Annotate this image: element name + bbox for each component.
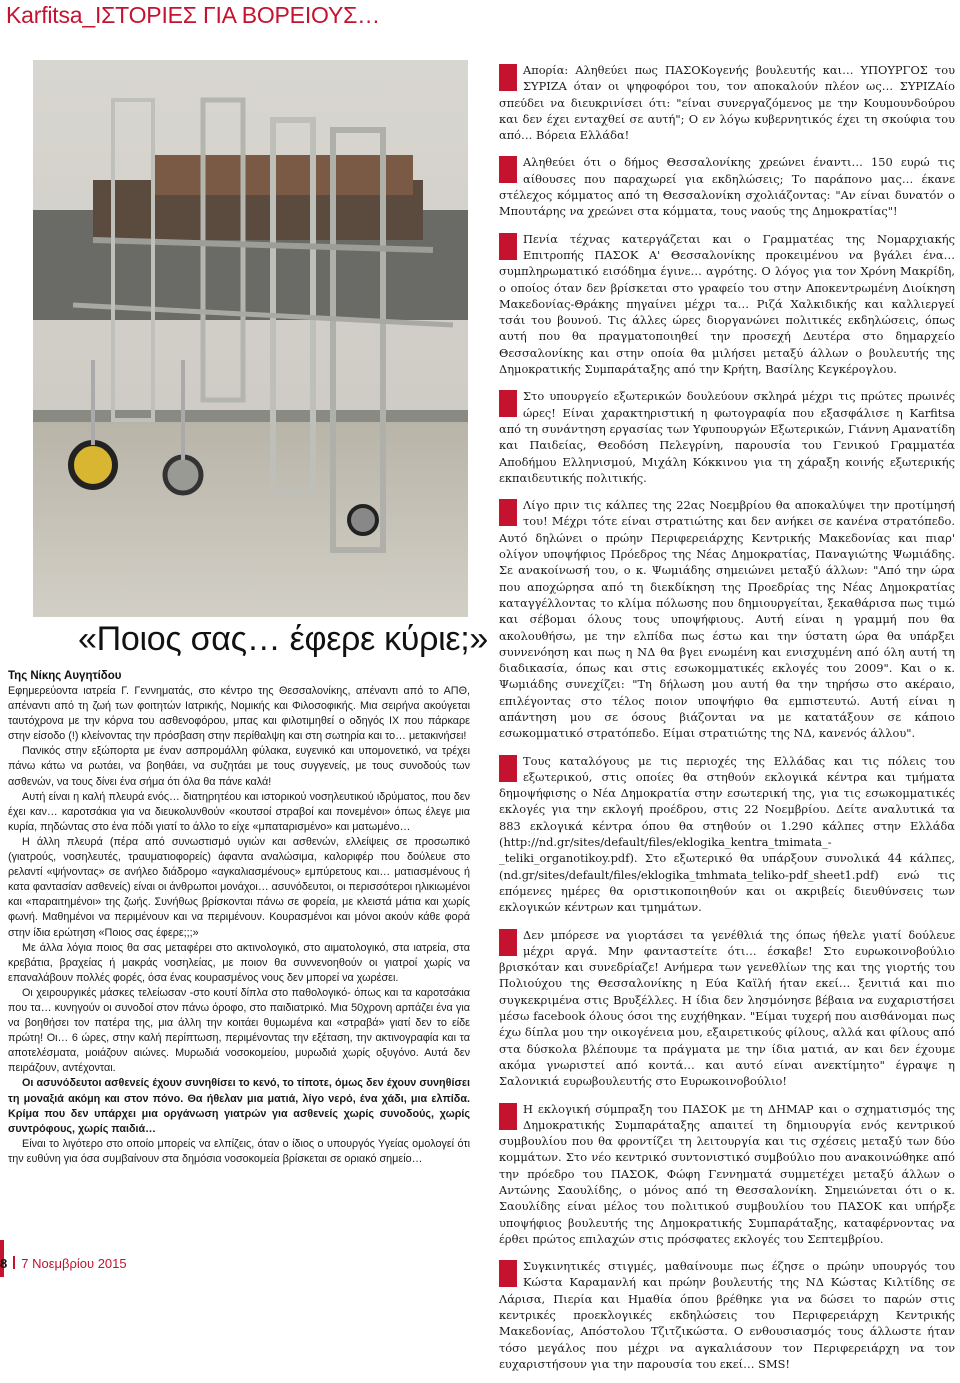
gossip-item (499, 1258, 955, 1372)
red-square-marker (499, 156, 517, 183)
gossip-item (499, 231, 955, 378)
red-square-marker (499, 390, 517, 417)
red-square-marker (499, 233, 517, 260)
gossip-text: Στο υπουργείο εξωτερικών δουλεύουν σκληρά μέχρι τις πρώτες πρωινές ώρες! Είναι χαρακτηριστική η φωτογραφία που εξασφάλισε η Karfitsa από τη συνάντηση εργασίας των Υφυπουργών Εξωτερικών, Γιάννη Αμανατίδη και Παιδείας, Θεοδόση Πελεγρίνη, παρουσία του Γενικού Γραμματέα Αποδήμου Ελληνισμού, Μιχάλη Κόκκινου για τη χάραξη κοινής εξωτερικής εκπαιδευτικής πολιτικής. (499, 389, 955, 485)
gossip-item (499, 497, 955, 741)
red-square-marker (499, 1260, 517, 1287)
red-square-marker (499, 1103, 517, 1130)
red-square-marker (499, 64, 517, 91)
gossip-text: Λίγο πριν τις κάλπες της 22ας Νοεμβρίου θα αποκαλύψει την προτίμησή του! Μέχρι τότε είναι στρατιώτης και δεν ανήκει σε κανένα στρατόπεδο. Αυτό δηλώνει ο πρώην Περιφερειάρχης Κεντρικής Μακεδονίας και πιαρ' ολίγον υποψήφιος Πρόεδρος της Νέας Δημοκρατίας, Παναγιώτης Ψωμιάδης. Σε ανακοίνωσή του, ο κ. Ψωμιάδης σημειώνει μεταξύ άλλων: "Από την ώρα που αποχώρησα από τη διεκδίκηση της Προεδρίας της Νέας Δημοκρατίας καταγγέλλοντας το κλίμα πόλωσης που δημιουργείται, ξεκαθάρισα πως τιμώ και σέβομαι όλους τους υποψήφιους. Αυτή είναι η γραμμή που θα ακολουθήσω, με την ελπίδα πως έστω και την ύστατη ώρα θα υπάρξει συννενόηση και πως η ΝΔ θα βγει ενωμένη και ενισχυμένη από όλη αυτή τη διαδικασία, όπως και στις εσωκομματικές εκλογές του 2009". Και ο κ. Ψωμιάδης συνεχίζει: "Τη δήλωση μου αυτή θα την τηρήσω στο ακέραιο, επιλέγοντας στο τέλος ποιον υποψήφιο θα εμπιστευτώ. Αυτή είναι η απάντηση μου σε όσους βιάζονται να με κατατάξουν σε κάποιο εσωκομματικό στρατόπεδο. Είμαι στρατιώτης της ΝΔ, κανενός άλλου". (499, 498, 955, 741)
article-paragraph: Εφημερεύοντα ιατρεία Γ. Γεννηματάς, στο κέντρο της Θεσσαλονίκης, απέναντι από το ΑΠΘ, απέναντι από τη ζωή των φοιτητών Ιατρικής, Νομικής και Φιλοσοφικής. Μια σειρήνα ακούγεται ταυτόχρονα με την κόρνα του ασθενοφόρου, μπας και φιλοτιμηθεί ο οδηγός ΙΧ που πάρκαρε στην είσοδο (!) κλείνοντας την πρόσβαση στην περίθαλψη και στη σωτηρία και το… μετακινήσει! (8, 685, 470, 743)
red-square-marker (499, 755, 517, 782)
section-header (6, 2, 380, 29)
article-paragraph: Οι χειρουργικές μάσκες τελείωσαν -στο κουτί δίπλα στο παθολογικό- όπως και τα καροτσάκια που τα… κυνηγούν οι συνοδοί στον πάνω όροφο, στο παιδιατρικό. Μια 50χρονη αρπάζει ένα για να βοηθήσει τον πατέρα της, μια άλλη την κοιτάει θυμωμένα και «στραβά» γιατί δεν το είδε πρώτη! Οι… 6 ώρες, στην καλή περίπτωση, περιμένοντας την εξέταση, την ακτινογραφία και τα αποτελέσματα, μοιάζουν αιώνες. Μυρωδιά νοσοκομείου, μυρωδιά χωρίς οξυγόνο. Αυτά δεν πειράζουν, αντέχονται. (8, 986, 470, 1075)
article-paragraph: Πανικός στην εξώπορτα με έναν ασπρομάλλη φύλακα, ευγενικό και υπομονετικό, να τρέχει πάνω κάτω να ρωτάει, να βοηθάει, να συζητάει με τους συγγενείς, με τους συνοδούς των ασθενών, να τους δίνει ένα σήμα ότι όλα θα πάνε καλά! (8, 745, 470, 788)
gossip-item (499, 62, 955, 143)
gossip-text: Δεν μπόρεσε να γιορτάσει τα γενέθλιά της όπως ήθελε γιατί δούλευε μέχρι αργά. Μην φανταστείτε ότι… έσκαβε! Στο ευρωκοινοβούλιο βρισκόταν και συνεδρίαζε! Ανήμερα των γενεθλίων της και της γιορτής του Πολιούχου της Θεσσαλονίκης η Εύα Καϊλή ήταν εκεί… ξενιτιά και πιο συγκεκριμένα στις Βρυξέλλες. Η ίδια δεν λησμόνησε βέβαια να ευχαριστήσει μέσω facebook όλους όσοι της ευχήθηκαν. "Είμαι τυχερή που αισθάνομαι πως έχω δίπλα μου την οικογένεια μου, εξαιρετικούς φίλους, αλλά και φίλους από στα δύσκολα βλέπουμε τα πράγματα με την ίδια ματιά, αν και δεν έχουμε ακόμα γνωριστεί από κοντά… και αυτό είναι ανεκτίμητο" έγραψε η Σαλονικιά ευρωβουλευτής στο Ευρωκοινοβούλιο! (499, 927, 955, 1089)
article-byline: Της Νίκης Αυγητίδου (8, 670, 122, 682)
footer-separator (13, 1256, 15, 1269)
gossip-text: Η εκλογική σύμπραξη του ΠΑΣΟΚ με τη ΔΗΜΑΡ και ο σχηματισμός της Δημοκρατικής Συμπαράταξης απαιτεί τη δημιουργία ενός κεντρικού συμβουλίου που θα φροντίζει τη λειτουργία και τις σχέσεις μεταξύ των δύο κομμάτων. Στο νέο κεντρικό συντονιστικό συμβούλιο που ανακοινώθηκε από την πρόεδρο του ΠΑΣΟΚ, Φώφη Γεννηματά συμμετέχει μεταξύ άλλων ο Αντώνης Σαουλίδης, ο μόνος από τη Θεσσαλονίκη. Σημειώνεται ότι ο κ. Σαουλίδης είναι μέλος του πολιτικού συμβουλίου του ΠΑΣΟΚ και υπήρξε υποψήφιος βουλευτής της Δημοκρατικής Συμπαράταξης, καταφέρνοντας να έρθει πρώτος επιλαχών στις πρόσφατες εκλογές του Σεπτεμβρίου. (499, 1101, 955, 1246)
gossip-item (499, 753, 955, 916)
article-paragraph: Με άλλα λόγια ποιος θα σας μεταφέρει στο ακτινολογικό, στο αιματολογικό, στα ιατρεία, στα κρεβάτια, βραχείας ή μακράς νοσηλείας, με ποιον θα συννενοηθούν οι γιατροί χωρίς να επαναλάβουν πολλές φορές, όσα ένας κουρασμένος νους δεν μπορεί να χωρέσει. (8, 941, 470, 984)
gossip-text: Συγκινητικές στιγμές, μαθαίνουμε πως έζησε ο πρώην υπουργός του Κώστα Καραμανλή και πρώην βουλευτής της ΝΔ Κώστας Κιλτίδης σε Λάρισα, Πιερία και Ημαθία όπου βρέθηκε για να δώσει το παρών στις κεντρικές προεκλογικές εκδηλώσεις του Περιφερειάρχη Κεντρικής Μακεδονίας, Απόστολου Τζιτζικώστα. Ο ενθουσιασμός τους άλλωστε ήταν τόσο μεγάλος που μέχρι να αγκαλιάσουν τον Περιφερειάρχη να τον ευχαριστήσουν για την παρουσία του εκεί… SMS! (499, 1259, 955, 1371)
main-article-body (8, 684, 470, 1167)
article-paragraph: Είναι το λιγότερο στο οποίο μπορείς να ελπίζεις, όταν ο ίδιος ο υπουργός Υγείας ομολογεί ότι την ευθύνη για όσα συμβαίνουν στα δημόσια νοσοκομεία βρίσκεται σε οριακό σημείο… (8, 1137, 470, 1165)
gossip-text: Απορία: Αληθεύει πως ΠΑΣΟΚογενής βουλευτής και… ΥΠΟΥΡΓΟΣ του ΣΥΡΙΖΑ όταν οι ψηφοφόροι του, τον αποκαλούν πλέον ως… ΣΥΡΙΖΑίο σπεύδει να διευκρινίσει ότι: "είναι συνεργαζόμενος με την Κουμουνδούρου και δεν έχει ενταχθεί σε αυτή"; Ο εν λόγω κυβερνητικός έχει τη σκούφια του από… Βόρεια Ελλάδα! (499, 63, 955, 143)
gossip-text: Τους καταλόγους με τις περιοχές της Ελλάδας και τις πόλεις του εξωτερικού, στις οποίες θα στηθούν εκλογικά κέντρα και τμήματα δημοψήφισης ο Νέα Δημοκρατία στην εσωτερική της, για τις εσωκομματικές εκλογές για την εκλογή προέδρου, στις 22 Νοεμβρίου. Δείτε αναλυτικά τα 883 εκλογικά κέντρα όπου θα στηθούν οι 1.290 κάλπες στην Ελλάδα (http://nd.gr/sites/default/files/eklogika_kentra_tmimata_-_teliki_organotikoy.pdf). Στο εξωτερικό θα υπάρξουν συνολικά 44 κάλπες, (nd.gr/sites/default/files/eklogika_tmhmata_teliko-pdf_sheet1.pdf) ενώ τις επόμενες ημέρες θα οριστικοποιηθούν και οι ακριβείς διευθύνσεις των εκλογικών κέντρων και τμημάτων. (499, 753, 955, 915)
brand-name: Karfitsa_ (6, 2, 95, 28)
gossip-item (499, 927, 955, 1090)
stretchers-photo (33, 60, 468, 617)
red-square-marker (499, 499, 517, 526)
section-title: ΙΣΤΟΡΙΕΣ ΓΙΑ ΒΟΡΕΙΟΥΣ… (94, 2, 380, 28)
issue-date: 7 Νοεμβρίου 2015 (21, 1256, 127, 1271)
article-paragraph: Οι ασυνόδευτοι ασθενείς έχουν συνηθίσει το κενό, το τίποτε, όμως δεν έχουν συνηθίσει τη μοναξιά ακόμη και στον πόνο. Θα ήθελαν μια ματιά, λίγο νερό, ένα χάδι, μια ελπίδα. Κρίμα που δεν υπάρχει μια οργάνωση γιατρών για ασθενείς χωρίς συνοδούς, χωρίς συντρόφους, χωρίς παιδιά… (8, 1077, 470, 1135)
gossip-item (499, 154, 955, 219)
page-number: 8 (0, 1256, 8, 1271)
gossip-item (499, 388, 955, 486)
gossip-column (499, 62, 955, 1383)
article-paragraph: Αυτή είναι η καλή πλευρά ενός… διατηρητέου και ιστορικού νοσηλευτικού ιδρύματος, που δεν έχει καν… καροτσάκια για να διευκολυνθούν «κουτσοί στραβοί και πονεμένοι» όπως έλεγε μια κυρία, πηδώντας στο ένα πόδι γιατί το άλλο το είχε «μπαταρισμένο» και ματωμένο… (8, 790, 470, 833)
article-paragraph: Η άλλη πλευρά (πέρα από συνωστισμό υγιών και ασθενών, ελλείψεις σε προσωπικό (γιατρούς, νοσηλευτές, τραυματιοφορείς) άφαντα αναλώσιμα, καλοριφέρ που δούλευε στο ρελαντί «ψήνοντας» σε ανήλεο διάδρομο «αγκαλιασμένους» εμπύρετους και… ματιασμένους ή κατα φαντασίαν ασθενείς) είναι οι άνθρωποι μονάχοι… ασυνόδευτοι, οι περισσότεροι ηλικιωμένοι και «παραιτημένοι» της ζωής. Συνήθως βρίσκονται πάνω σε φορεία, με κλειστά μάτια και χωρίς φωνή. Μαθημένοι να περιμένουν και να περιμένουν. Κουρασμένοι και μόνοι ακούν κάθε φορά στην ίδια ερώτηση «Ποιος σας έφερε;;;» (8, 835, 470, 939)
page-footer (0, 1256, 127, 1271)
article-headline: «Ποιος σας… έφερε κύριε;» (78, 620, 488, 658)
gossip-text: Πενία τέχνας κατεργάζεται και ο Γραμματέας της Νομαρχιακής Επιτροπής ΠΑΣΟΚ Α' Θεσσαλονίκης προκειμένου να βγάλει ένα… συμπληρωματικό εισόδημα έγινε… αγρότης. Ο λόγος για τον Χρόνη Μακρίδη, ο οποίος όταν δεν βρίσκεται στο γραφείο του στην Αποκεντρωμένη Διοίκηση Μακεδονίας-Θράκης πηγαίνει μέχρι τα… Ριζά Χαλκιδικής και καλλιεργεί τσάι του βουνού. Τις άλλες ώρες διοργανώνει πολιτικές εκδηλώσεις, όπως αυτή που θα πραγματοποιηθεί την προσεχή Δευτέρα στο δημαρχείο Θεσσαλονίκης και στην οποία θα μιλήσει μεταξύ άλλων ο βουλευτής της Δημοκρατικής Συμπαράταξης από την Κρήτη, Βασίλης Κεγκέρογλου. (499, 231, 955, 377)
gossip-item (499, 1101, 955, 1248)
red-square-marker (499, 929, 517, 956)
gossip-text: Αληθεύει ότι ο δήμος Θεσσαλονίκης χρεώνει έναντι… 150 ευρώ τις αίθουσες που παραχωρεί για εκδηλώσεις; Το παράπονο μας… έκανε στέλεχος κόμματος από τη Θεσσαλονίκη σχολιάζοντας: "Αν είναι δυνατόν ο Μπουτάρης να χρεώνει στα κόμματα, τους ναούς της Δημοκρατίας"! (499, 155, 955, 219)
